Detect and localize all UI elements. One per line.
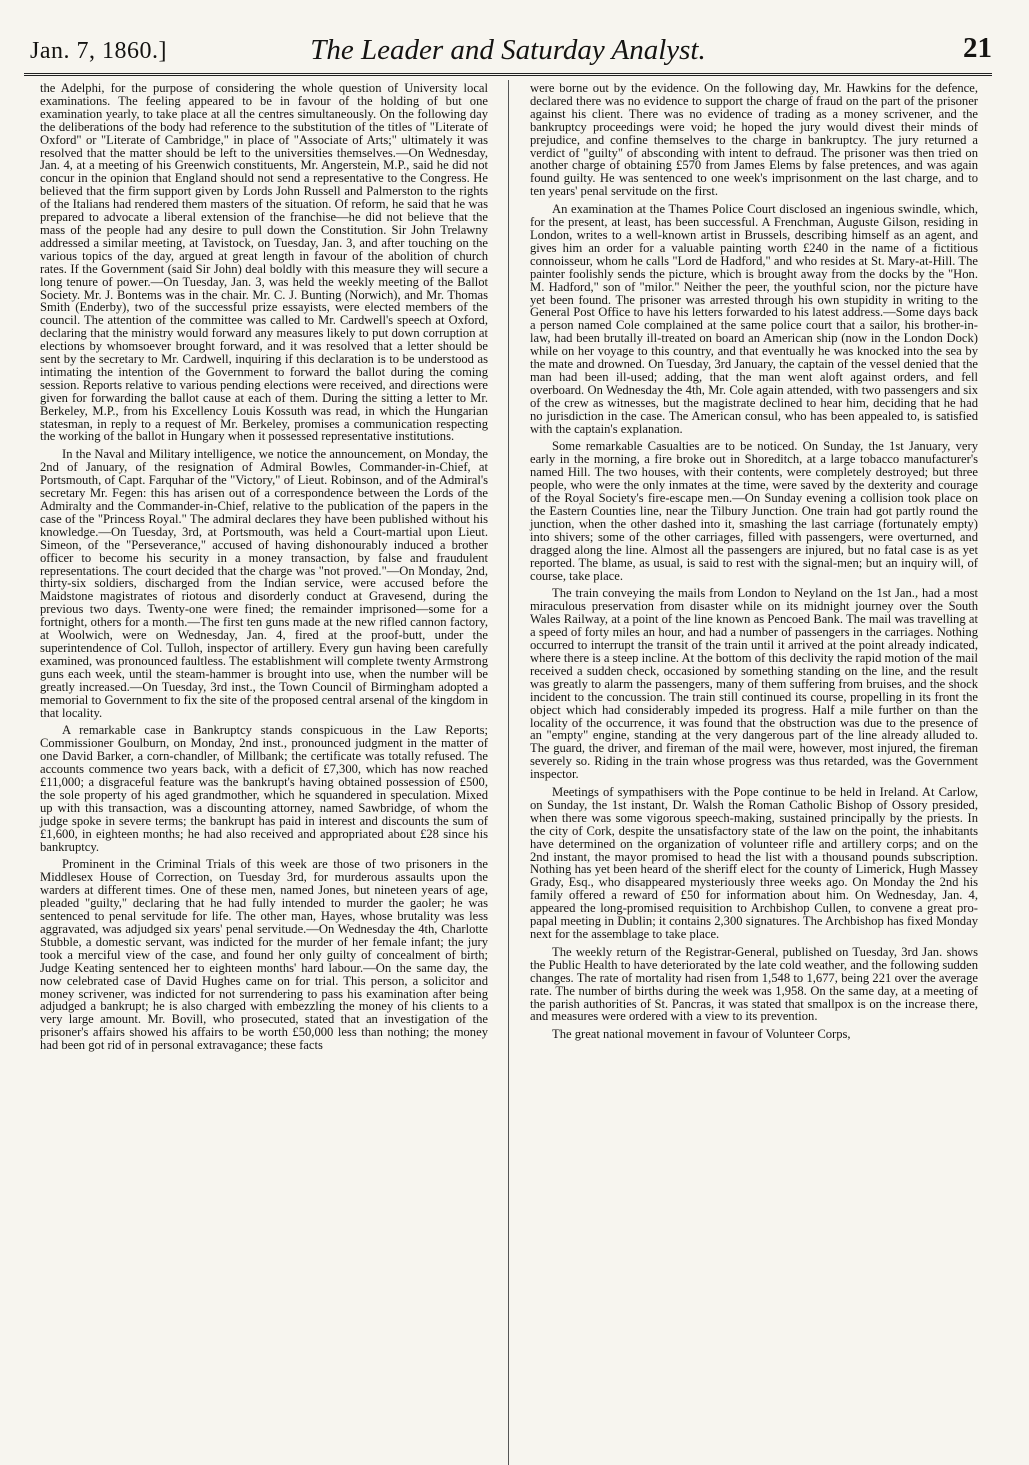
paragraph-hughes-verdict: were borne out by the evidence. On the following day, Mr. Hawkins for the defence, declared there was no evidence to support the charge of fraud on the part of the prisoner against his client. There was no evidence of trading as a money scrivener, and the bankruptcy proceedings were void; he hoped the jury would divest their minds of prejudice, and confine themselves to the charge in bankruptcy. The jury returned a verdict of "guilty" of absconding with intent to defraud. The prisoner was then tried on another charge of obtaining £570 from James Elems by false pretences, and was again found guilty. He was sentenced to one week's imprisonment on the last charge, and to ten years' penal servitude on the first.: [530, 81, 978, 199]
left-column: [40, 82, 488, 1052]
column-divider: [508, 80, 509, 1465]
paragraph-bankruptcy: A remarkable case in Bankruptcy stands conspicuous in the Law Reports; Commissioner Goulburn, on Monday, 2nd inst., pronounced judgment in the matter of one David Barker, a corn-chandler, of Millbank; the certificate was totally refused. The accounts commence two years back, with a deficit of £7,300, which has now reached £11,000; a disgraceful feature was the bankrupt's having obtained possession of £500, the sole property of his aged grandmother, which he squandered in speculation. Mixed up with this transaction, was a discounting attorney, named Sawbridge, of whom the judge spoke in severe terms; the bankrupt has paid in interest and discounts the sum of £1,600, in eighteen months; he had also received and appropriated about £28 since his bankruptcy.: [40, 723, 488, 854]
page-number: 21: [963, 32, 992, 64]
paragraph-casualties: Some remarkable Casualties are to be noticed. On Sunday, the 1st January, very early in the morning, a fire broke out in Shoreditch, at a large tobacco manufacturer's named Hill. The two houses, with their contents, were completely destroyed; but three people, who were the only inmates at the time, were saved by the dexterity and courage of the Royal Society's fire-escape men.—On Sunday evening a collision took place on the Eastern Counties line, near the Tilbury Junction. One train had got partly round the junction, when the other dashed into it, smashing the last carriage (fortunately empty) into shivers; some of the other carriages, filled with passengers, were overturned, and dragged along the line. Almost all the passengers are injured, but no fatal case is as yet reported. The blame, as usual, is said to rest with the signal-men; but an inquiry will, of course, take place.: [530, 439, 978, 583]
publication-title: The Leader and Saturday Analyst.: [310, 34, 706, 66]
paragraph-ireland: Meetings of sympathisers with the Pope continue to be held in Ireland. At Carlow, on Sunday, the 1st instant, Dr. Walsh the Roman Catholic Bishop of Ossory presided, when there was some vigorous speech-making, sustained principally by the priests. In the city of Cork, despite the unsatisfactory state of the law on the point, the inhabitants have determined on the organization of volunteer rifle and artillery corps; and on the 2nd instant, the mayor promised to head the list with a thousand pounds subscription. Nothing has yet been heard of the sheriff elect for the county of Limerick, Hugh Massey Grady, Esq., who disappeared mysteriously three weeks ago. On Monday the 2nd his family offered a reward of £50 for information about him. On Wednesday, Jan. 4, appeared the long-promised requisition to Archbishop Cullen, to convene a great pro-papal meeting in Dublin; it contains 2,300 signatures. The Archbishop has fixed Monday next for the assemblage to take place.: [530, 785, 978, 941]
paragraph-university-exams: the Adelphi, for the purpose of considering the whole question of University local examinations. The feeling appeared to be in favour of the holding of but one examination yearly, to take place at all the centres simultaneously. On the following day the deliberations of the body had reference to the substitution of the titles of "Literate of Oxford" or "Literate of Cambridge," in place of "Associate of Arts;" ultimately it was resolved that the matter should be left to the universities themselves.—On Wednesday, Jan. 4, at a meeting of his Greenwich constituents, Mr. Angerstein, M.P., said he did not concur in the opinion that England should not send a representative to the Congress. He believed that the firm support given by Lords John Russell and Palmerston to the rights of the Italians had rendered them masters of the situation. Of reform, he said that he was prepared to advocate a liberal extension of the franchise—he did not believe that the mass of the people had any desire to pull down the Constitution. Sir John Trelawny addressed a similar meeting, at Tavistock, on Tuesday, Jan. 3, and after touching on the various topics of the day, argued at great length in favour of the abolition of church rates. If the Government (said Sir John) deal boldly with this measure they will secure a long tenure of power.—On Tuesday, Jan. 3, was held the weekly meeting of the Ballot Society. Mr. J. Bontems was in the chair. Mr. C. J. Bunting (Norwich), and Mr. Thomas Smith (Enderby), two of the successful prize essayists, were elected members of the council. The attention of the committee was called to Mr. Cardwell's speech at Oxford, declaring that the ministry would forward any measures likely to put down corruption at elections by whomsoever brought forward, and it was resolved that a letter should be sent by the secretary to Mr. Cardwell, inquiring if this declaration is to be understood as intimating the intention of the Government to forward the ballot during the coming session. Reports relative to various pending elections were received, and directions were given for forwarding the ballot cause at each of them. During the sitting a letter to Mr. Berkeley, M.P., from his Excellency Louis Kossuth was read, in which the Hungarian statesman, in reply to a request of Mr. Berkeley, promises a communication respecting the working of the ballot in Hungary when it possessed representative institutions.: [40, 81, 488, 444]
page-header: [24, 26, 992, 72]
issue-date: Jan. 7, 1860.]: [30, 38, 167, 64]
paragraph-criminal-trials: Prominent in the Criminal Trials of this week are those of two prisoners in the Middlesex House of Correction, on Tuesday 3rd, for murderous assaults upon the warders at different times. One of these men, named Jones, but nineteen years of age, pleaded "guilty," declaring that he had fully intended to murder the gaoler; he was sentenced to penal servitude for life. The other man, Hayes, whose brutality was less aggravated, was adjudged six years' penal servitude.—On Wednesday the 4th, Charlotte Stubble, a domestic servant, was indicted for the murder of her female infant; the jury took a merciful view of the case, and found her only guilty of concealment of birth; Judge Keating sentenced her to eighteen months' hard labour.—On the same day, the now celebrated case of David Hughes came on for trial. This person, a solicitor and money scrivener, was indicted for not surrendering to pass his examination after being adjudged a bankrupt; he is also charged with embezzling the money of his clients to a very large amount. Mr. Bovill, who prosecuted, stated that an investigation of the prisoner's affairs showed his affairs to be worth £50,000 less than nothing; the money had been got rid of in personal extravagance; these facts: [40, 857, 488, 1053]
right-column: [530, 82, 978, 1041]
paragraph-public-health: The weekly return of the Registrar-General, published on Tuesday, 3rd Jan. shows the Public Health to have deteriorated by the late cold weather, and the following sudden changes. The rate of mortality had risen from 1,548 to 1,677, being 221 over the average rate. The number of births during the week was 1,958. On the same day, at a meeting of the parish authorities of St. Pancras, it was stated that smallpox is on the increase there, and measures were ordered with a view to its prevention.: [530, 944, 978, 1024]
paragraph-volunteer-corps: The great national movement in favour of Volunteer Corps,: [552, 1027, 851, 1042]
header-rule: [24, 73, 992, 76]
paragraph-police-court: An examination at the Thames Police Court disclosed an ingenious swindle, which, for the present, at least, has been successful. A Frenchman, Auguste Gilson, residing in London, writes to a well-known artist in Brussels, describing himself as an agent, and gives him an order for a valuable painting worth £240 in the name of a fictitious connoisseur, whom he calls "Lord de Hadford," and who resides at St. Mary-at-Hill. The painter foolishly sends the picture, which is brought away from the docks by the "Hon. M. Hadford," son of "milor." Neither the peer, the youthful scion, nor the picture have yet been found. The prisoner was arrested through his own stupidity in writing to the General Post Office to have his letters forwarded to his latest address.—Some days back a person named Cole complained at the same police court that a sailor, his brother-in-law, had been brutally ill-treated on board an American ship (now in the London Dock) while on her voyage to this country, and that eventually he was knocked into the sea by the mate and drowned. On Tuesday, 3rd January, the captain of the vessel denied that the man had been ill-used; adding, that the man went aloft against orders, and fell overboard. On Wednesday the 4th, Mr. Cole again attended, with two passengers and six of the crew as witnesses, but the magistrate declined to hear him, deciding that he had no jurisdiction in the case. The American consul, who has been appealed to, is satisfied with the captain's explanation.: [530, 202, 978, 436]
paragraph-mail-train: The train conveying the mails from London to Neyland on the 1st Jan., had a most miraculous preservation from disaster while on its midnight journey over the South Wales Railway, at a point of the line known as Pencoed Bank. The mail was travelling at a speed of forty miles an hour, and had a number of passengers in the carriages. Nothing occurred to interrupt the transit of the train until it arrived at the point already indicated, where there is a steep incline. At the bottom of this declivity the rapid motion of the mail received a sudden check, occasioned by something standing on the line, and the result was greatly to alarm the passengers, many of them suffering from bruises, and the shock incident to the concussion. The train still continued its course, propelling in its front the object which had considerably impeded its progress. Half a mile further on than the locality of the occurrence, it was found that the obstruction was due to the presence of an "empty" engine, standing at the very dangerous part of the line already alluded to. The guard, the driver, and fireman of the mail were, however, most injured, the fireman severely so. Riding in the train whose progress was thus retarded, was the Government inspector.: [530, 586, 978, 782]
paragraph-naval-military: In the Naval and Military intelligence, we notice the announcement, on Monday, the 2nd of January, of the resignation of Admiral Bowles, Commander-in-Chief, at Portsmouth, of Capt. Farquhar of the "Victory," of Lieut. Robinson, and of the Admiral's secretary Mr. Fegen: this has arisen out of a correspondence between the Lords of the Admiralty and the Commander-in-Chief, relative to the publication of the papers in the case of the "Princess Royal." The admiral declares they have been published without his knowledge.—On Tuesday, 3rd, at Portsmouth, was held a Court-martial upon Lieut. Simeon, of the "Perseverance," accused of having dishonourably induced a brother officer to become his security in a money transaction, by false and fraudulent representations. The court decided that the charge was "not proved."—On Monday, 2nd, thirty-six soldiers, discharged from the Indian service, were accused before the Maidstone magistrates of riotous and disorderly conduct at Gravesend, during the previous two days. Twenty-one were fined; the remainder imprisoned—some for a fortnight, others for a month.—The first ten guns made at the new rifled cannon factory, at Woolwich, were on Wednesday, Jan. 4, fired at the proof-butt, under the superintendence of Col. Tulloh, inspector of artillery. Every gun having been carefully examined, was pronounced faultless. The establishment will complete twenty Armstrong guns each week, until the steam-hammer is brought into use, when the number will be greatly increased.—On Tuesday, 3rd inst., the Town Council of Birmingham adopted a memorial to Government to fix the site of the proposed central arsenal of the kingdom in that locality.: [40, 447, 488, 720]
